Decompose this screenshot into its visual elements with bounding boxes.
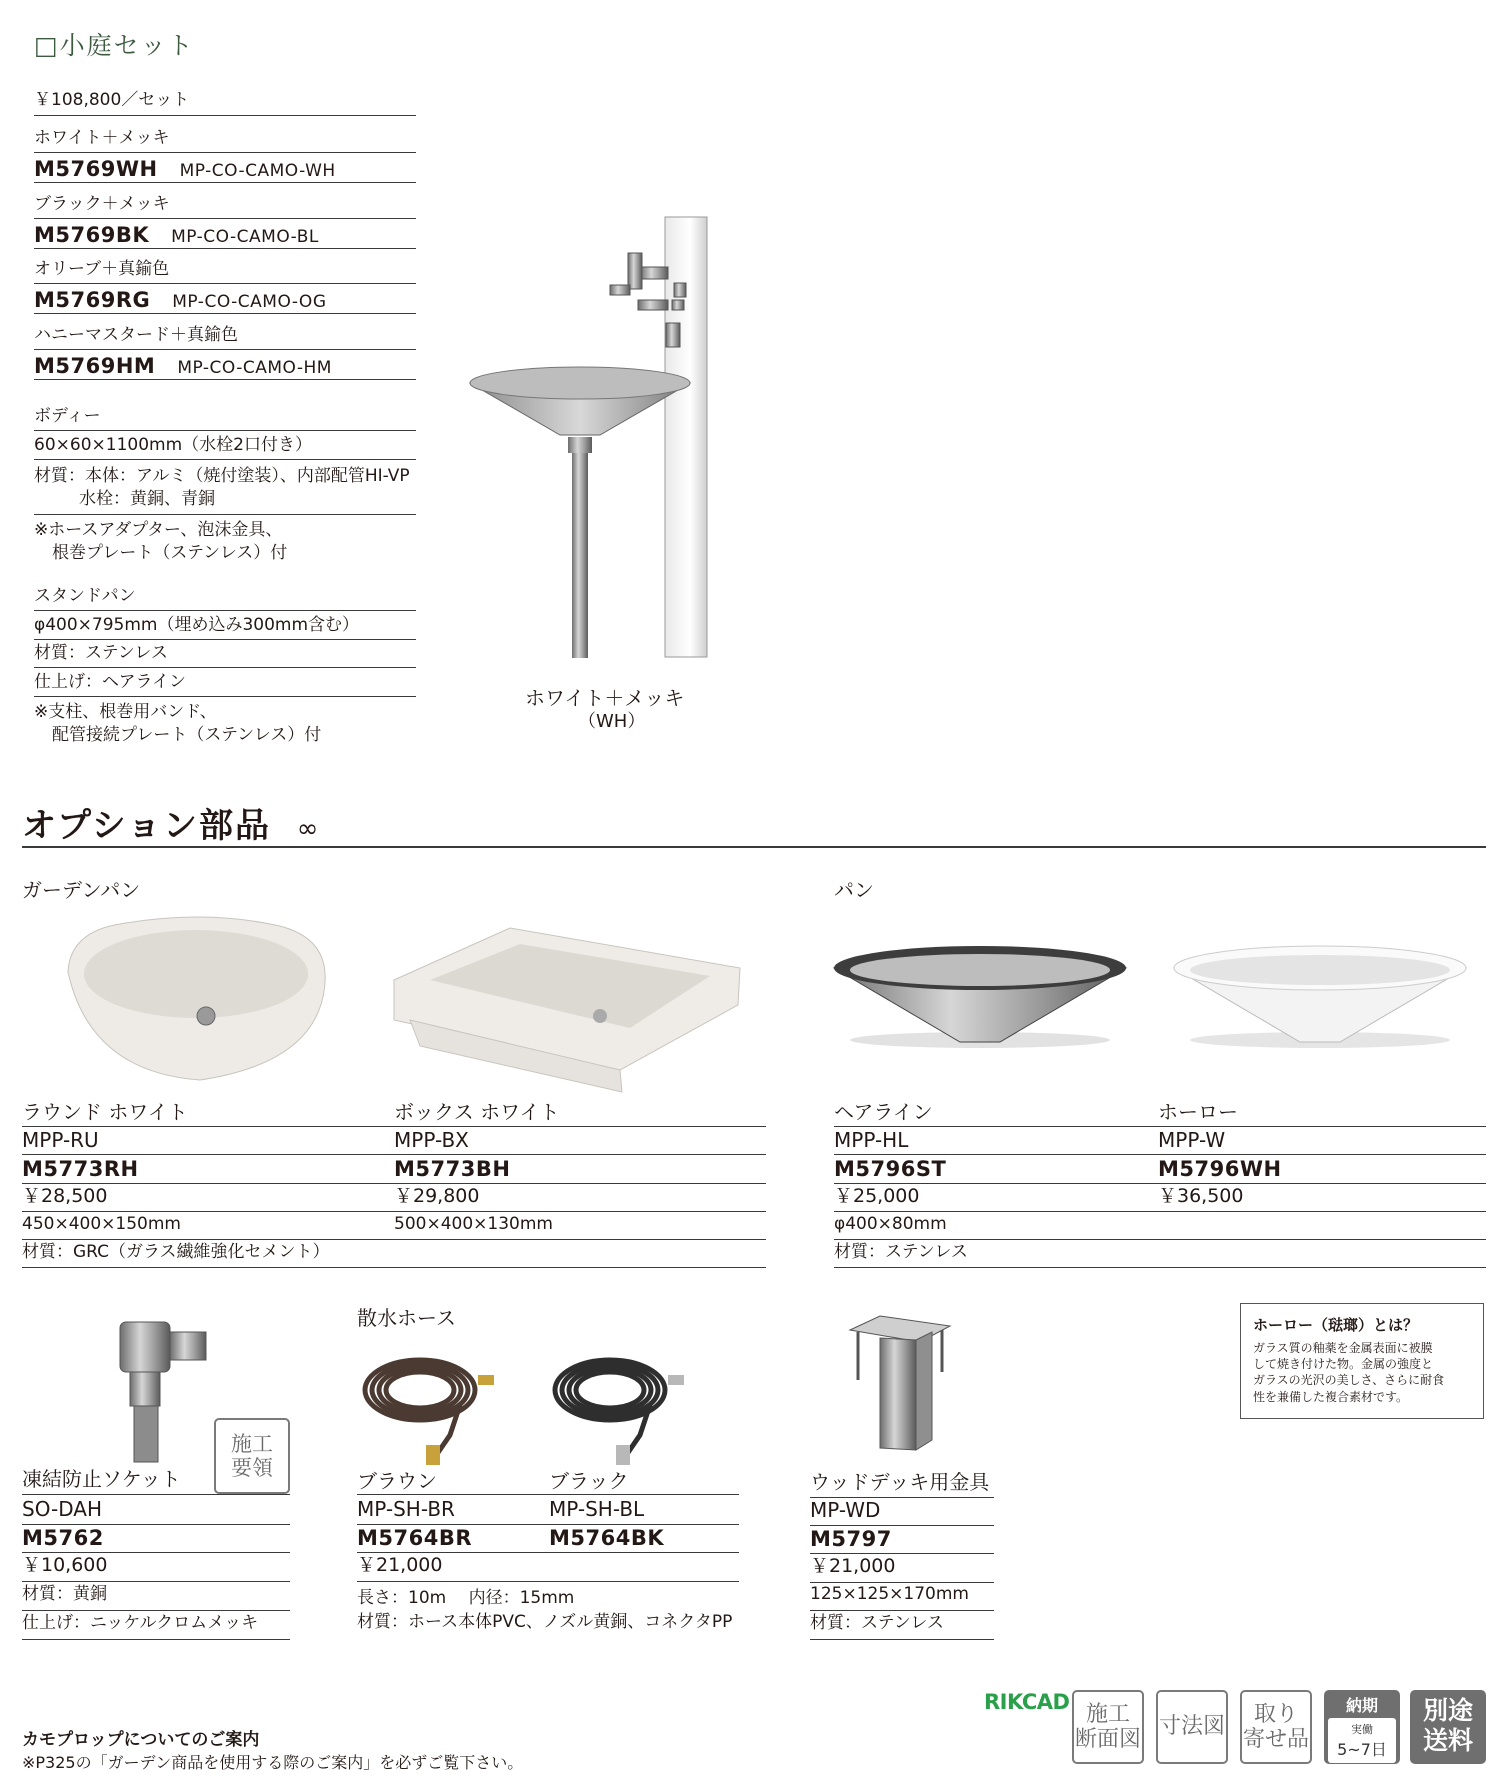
stand-caption-code: （WH） [578, 711, 646, 732]
hairline-pan-name: ヘアライン [834, 1100, 1158, 1127]
socket-name: 凍結防止ソケット [22, 1467, 290, 1495]
box-pan-sub: MPP-BX [394, 1128, 766, 1155]
body-size: 60×60×1100mm（水栓2口付き） [34, 435, 416, 460]
stand-caption: ホワイト＋メッキ [525, 686, 685, 710]
variant-code-row [34, 222, 416, 249]
brown-hose-name: ブラウン [357, 1469, 549, 1495]
box-pan-image [390, 920, 750, 1095]
stand-product-image [460, 205, 720, 675]
deck-bracket-image [840, 1310, 960, 1460]
order-item-label: 寄せ品 [1242, 1727, 1309, 1752]
shipping-label: 送料 [1422, 1726, 1473, 1755]
hose-heading: 散水ホース [357, 1306, 456, 1330]
deck-size: 125×125×170mm [810, 1584, 994, 1611]
variant-color: ハニーマスタード＋真鍮色 [34, 325, 416, 350]
garden-pan-material: 材質：GRC（ガラス繊維強化セメント） [22, 1242, 766, 1268]
round-pan-image [60, 912, 335, 1087]
options-title [22, 798, 320, 847]
enamel-pan-code: M5796WH [1158, 1156, 1486, 1184]
delivery-days: 5~7日 [1337, 1740, 1387, 1759]
deck-name: ウッドデッキ用金具 [810, 1470, 994, 1498]
variant-code: M5769HM [34, 354, 156, 378]
pan-heading: パン [834, 878, 874, 902]
enamel-pan-sub: MPP-W [1158, 1128, 1486, 1155]
deck-price: ￥21,000 [810, 1555, 994, 1583]
brown-hose-code: M5764BR [357, 1525, 549, 1553]
hose-material: 材質：ホース本体PVC、ノズル黄銅、コネクタPP [357, 1612, 733, 1632]
black-hose-sub: MP-SH-BL [549, 1497, 739, 1525]
enamel-note-line: 性を兼備した複合素材です。 [1253, 1389, 1409, 1404]
shipping-label: 別途 [1422, 1696, 1473, 1725]
stand-note: 配管接続プレート（ステンレス）付 [52, 725, 322, 745]
garden-pan-heading: ガーデンパン [22, 878, 141, 902]
shipping-badge [1410, 1690, 1486, 1764]
deck-code: M5797 [810, 1526, 994, 1554]
body-heading: ボディー [34, 406, 416, 431]
round-pan-code: M5773RH [22, 1156, 394, 1184]
dimension-drawing-button[interactable] [1156, 1690, 1228, 1764]
set-price: ￥108,800／セット [34, 90, 416, 116]
delivery-sub: 実働 [1351, 1723, 1373, 1736]
deck-sub: MP-WD [810, 1498, 994, 1526]
infinity-icon: ∞ [296, 814, 321, 844]
body-material: 材質：本体：アルミ（焼付塗装）、内部配管HI-VP [34, 466, 410, 486]
options-title-text: オプション部品 [22, 806, 271, 846]
stand-finish: 仕上げ：ヘアライン [34, 672, 416, 697]
hairline-pan-code: M5796ST [834, 1156, 1158, 1184]
pan-material: 材質：ステンレス [834, 1242, 1486, 1268]
enamel-pan-price: ￥36,500 [1158, 1185, 1486, 1212]
socket-guide-text: 要領 [231, 1456, 273, 1480]
hairline-pan-image [830, 940, 1130, 1050]
box-pan-code: M5773BH [394, 1156, 766, 1184]
round-pan-size: 450×400×150mm [22, 1214, 394, 1240]
variant-color: ブラック＋メッキ [34, 194, 416, 219]
stand-size: φ400×795mm（埋め込み300mm含む） [34, 615, 416, 640]
hairline-pan-price: ￥25,000 [834, 1185, 1158, 1212]
box-pan-price: ￥29,800 [394, 1185, 766, 1212]
brown-hose-sub: MP-SH-BR [357, 1497, 549, 1525]
body-note: 根巻プレート（ステンレス）付 [52, 543, 288, 563]
body-material-faucet [34, 489, 416, 515]
section-drawing-label: 施工 [1085, 1701, 1130, 1727]
variant-color: オリーブ＋真鍮色 [34, 259, 416, 284]
round-pan-name: ラウンド ホワイト [22, 1100, 394, 1127]
delivery-inner [1328, 1718, 1396, 1763]
deck-material: 材質：ステンレス [810, 1613, 994, 1640]
enamel-note-line: して焼き付けた物。金属の強度と [1253, 1357, 1434, 1372]
pan-size: φ400×80mm [834, 1214, 1486, 1240]
enamel-note-line: ガラスの光沢の美しさ、さらに耐食 [1253, 1373, 1445, 1388]
order-item-button[interactable] [1240, 1690, 1312, 1764]
dimension-drawing-label: 寸法図 [1158, 1714, 1225, 1740]
hose-size: 長さ：10m 内径：15mm [357, 1588, 575, 1608]
socket-finish: 仕上げ：ニッケルクロムメッキ [22, 1613, 290, 1640]
delivery-label: 納期 [1345, 1696, 1378, 1715]
section-drawing-label: 断面図 [1074, 1727, 1141, 1752]
variant-sub-code: MP-CO-CAMO-BL [171, 227, 319, 247]
hose-price: ￥21,000 [357, 1554, 739, 1582]
box-pan-name: ボックス ホワイト [394, 1100, 766, 1127]
variant-sub-code: MP-CO-CAMO-HM [177, 358, 332, 378]
enamel-pan-image [1170, 940, 1470, 1050]
round-pan-price: ￥28,500 [22, 1185, 394, 1212]
variant-sub-code: MP-CO-CAMO-OG [172, 292, 327, 312]
socket-guide-text: 施工 [231, 1431, 273, 1456]
socket-material: 材質：黄銅 [22, 1584, 290, 1611]
black-hose-image [550, 1345, 700, 1465]
order-item-label: 取り [1253, 1701, 1298, 1727]
brown-hose-image [360, 1345, 510, 1465]
socket-image [110, 1318, 220, 1468]
stand-note: ※支柱、根巻用バンド、 [34, 702, 217, 722]
round-pan-sub: MPP-RU [22, 1128, 394, 1155]
footer-text: ※P325の「ガーデン商品を使用する際のご案内」を必ずご覧下さい。 [22, 1753, 524, 1772]
variant-code-row [34, 287, 416, 314]
enamel-note-title: ホーロー（琺瑯）とは？ [1253, 1316, 1419, 1334]
socket-price: ￥10,600 [22, 1554, 290, 1582]
variant-sub-code: MP-CO-CAMO-WH [179, 161, 336, 181]
socket-sub: SO-DAH [22, 1497, 290, 1525]
stand-heading: スタンドパン [34, 586, 416, 611]
hairline-pan-sub: MPP-HL [834, 1128, 1158, 1155]
enamel-note-line: ガラス質の釉薬を金属表面に被膜 [1253, 1341, 1433, 1355]
black-hose-name: ブラック [549, 1469, 739, 1495]
options-rule [22, 846, 1486, 848]
section-drawing-button[interactable] [1072, 1690, 1144, 1764]
set-title: □小庭セット [34, 31, 195, 60]
variant-code: M5769WH [34, 157, 158, 181]
stand-material: 材質：ステンレス [34, 643, 416, 668]
enamel-note-box [1240, 1303, 1484, 1419]
enamel-pan-name: ホーロー [1158, 1100, 1486, 1127]
variant-code-row [34, 156, 416, 183]
variant-color: ホワイト＋メッキ [34, 128, 416, 153]
box-pan-size: 500×400×130mm [394, 1214, 766, 1240]
socket-code: M5762 [22, 1525, 290, 1553]
variant-code: M5769BK [34, 223, 150, 247]
body-note: ※ホースアダプター、泡沫金具、 [34, 520, 283, 540]
variant-code-row [34, 353, 416, 380]
body-material-faucet-text: 水栓：黄銅、青銅 [79, 489, 215, 509]
variant-code: M5769RG [34, 288, 151, 312]
rikcad-logo: RIKCAD [984, 1690, 1070, 1714]
delivery-badge [1324, 1690, 1400, 1764]
black-hose-code: M5764BK [549, 1525, 739, 1553]
footer-title: カモプロップについてのご案内 [22, 1730, 260, 1750]
